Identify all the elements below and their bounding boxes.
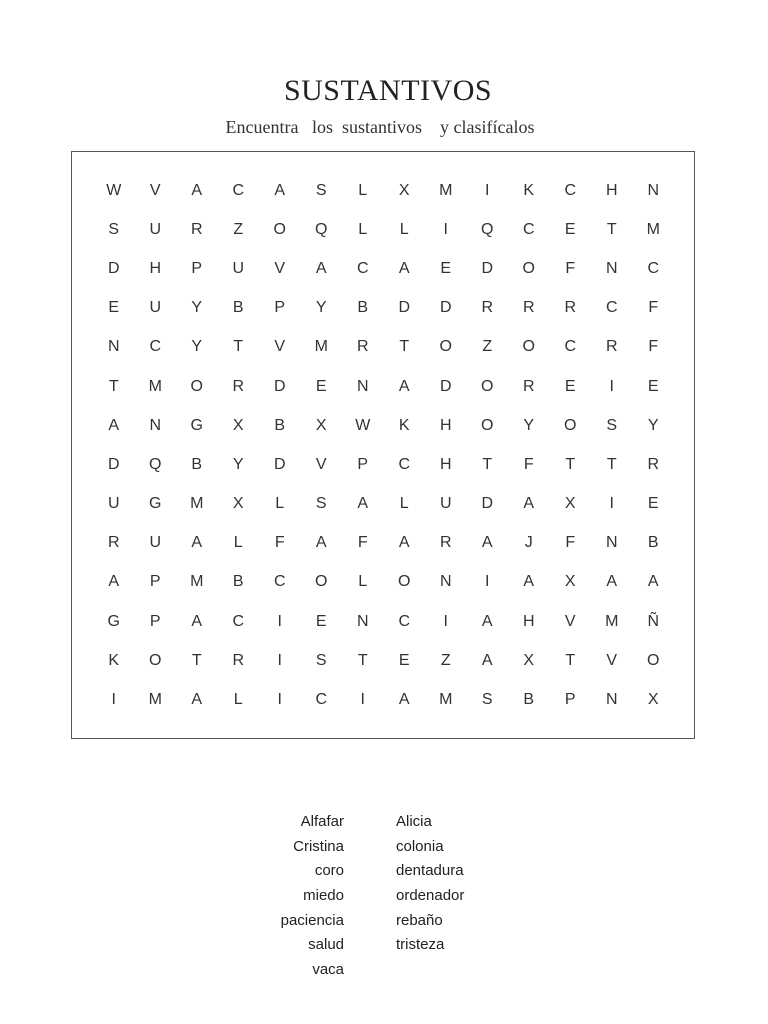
grid-letter[interactable]: O [522,259,535,277]
word-list-item: salud [308,936,344,954]
grid-letter[interactable]: H [439,416,452,434]
grid-letter[interactable]: F [648,338,659,356]
grid-letter[interactable]: L [358,573,368,591]
grid-letter[interactable]: M [605,612,619,630]
grid-letter[interactable]: H [605,181,618,199]
grid-letter[interactable]: P [149,612,161,630]
grid-letter[interactable]: P [149,573,161,591]
grid-letter[interactable]: D [273,377,286,395]
grid-letter[interactable]: O [647,651,660,669]
grid-letter[interactable]: S [315,651,327,669]
grid-letter[interactable]: A [523,495,535,513]
word-list-item: miedo [303,887,344,905]
grid-letter[interactable]: X [232,495,244,513]
grid-letter[interactable]: F [357,534,368,552]
grid-letter[interactable]: R [439,534,452,552]
word-list-item: colonia [396,837,444,855]
grid-letter[interactable]: M [314,338,328,356]
grid-letter[interactable]: R [564,299,577,317]
grid-letter[interactable]: Z [233,220,244,238]
grid-letter[interactable]: Q [315,220,328,238]
grid-letter[interactable]: R [522,377,535,395]
grid-letter[interactable]: F [274,534,285,552]
grid-letter[interactable]: Y [232,455,244,473]
grid-letter[interactable]: I [111,691,116,709]
grid-letter[interactable]: V [149,181,161,199]
grid-letter[interactable]: L [233,534,243,552]
grid-letter[interactable]: E [315,612,327,630]
grid-letter[interactable]: P [564,691,576,709]
grid-letter[interactable]: Y [315,299,327,317]
grid-letter[interactable]: Q [481,220,494,238]
grid-letter[interactable]: D [481,495,494,513]
grid-letter[interactable]: Q [149,455,162,473]
grid-letter[interactable]: T [191,651,202,669]
grid-letter[interactable]: P [357,455,369,473]
grid-letter[interactable]: E [108,299,120,317]
grid-letter[interactable]: Z [482,338,493,356]
grid-letter[interactable]: C [522,220,535,238]
grid-letter[interactable]: F [523,455,534,473]
grid-letter[interactable]: D [273,455,286,473]
grid-letter[interactable]: C [232,612,245,630]
grid-letter[interactable]: X [564,495,576,513]
grid-letter[interactable]: O [481,377,494,395]
grid-letter[interactable]: A [315,259,327,277]
word-list-item: Alfafar [300,813,344,830]
grid-letter[interactable]: O [522,338,535,356]
grid-letter[interactable]: N [605,691,618,709]
grid-letter[interactable]: Y [191,299,203,317]
word-list-item: tristeza [396,936,445,954]
grid-letter[interactable]: I [609,495,614,513]
grid-letter[interactable]: G [107,612,120,630]
word-search-grid [93,171,674,720]
grid-letter[interactable]: C [605,299,618,317]
grid-letter[interactable]: P [191,259,203,277]
grid-letter[interactable]: T [606,220,617,238]
grid-letter[interactable]: S [606,416,618,434]
grid-letter[interactable]: A [647,573,659,591]
grid-letter[interactable]: K [523,181,535,199]
grid-letter[interactable]: K [108,651,120,669]
grid-letter[interactable]: R [232,377,245,395]
grid-letter[interactable]: V [274,259,286,277]
grid-letter[interactable]: Y [191,338,203,356]
grid-letter[interactable]: T [606,455,617,473]
word-list-left-column [220,810,344,983]
word-list-right-column [396,810,536,958]
grid-letter[interactable]: D [481,259,494,277]
grid-letter[interactable]: A [481,651,493,669]
grid-letter[interactable]: J [524,534,533,552]
grid-letter[interactable]: R [107,534,120,552]
grid-letter[interactable]: A [606,573,618,591]
grid-letter[interactable]: N [149,416,162,434]
grid-letter[interactable]: E [647,495,659,513]
grid-letter[interactable]: L [399,495,409,513]
grid-letter[interactable]: E [315,377,327,395]
grid-letter[interactable]: Y [523,416,535,434]
grid-letter[interactable]: C [232,181,245,199]
grid-letter[interactable]: M [148,691,162,709]
grid-letter[interactable]: V [274,338,286,356]
grid-letter[interactable]: B [191,455,203,473]
grid-letter[interactable]: H [149,259,162,277]
grid-letter[interactable]: O [315,573,328,591]
grid-letter[interactable]: T [482,455,493,473]
grid-letter[interactable]: V [606,651,618,669]
grid-letter[interactable]: C [315,691,328,709]
grid-letter[interactable]: N [356,612,369,630]
grid-letter[interactable]: A [191,691,203,709]
word-list-item: dentadura [396,862,464,880]
grid-letter[interactable]: T [108,377,119,395]
grid-letter[interactable]: N [605,534,618,552]
grid-letter[interactable]: E [647,377,659,395]
grid-letter[interactable]: X [523,651,535,669]
grid-letter[interactable]: C [647,259,660,277]
grid-letter[interactable]: A [523,573,535,591]
grid-letter[interactable]: F [565,534,576,552]
grid-letter[interactable]: Y [647,416,659,434]
grid-letter[interactable]: A [481,612,493,630]
grid-letter[interactable]: U [149,534,162,552]
grid-letter[interactable]: L [358,181,368,199]
page-subtitle: Encuentra los sustantivos y clasifícalos [225,117,535,137]
grid-letter[interactable]: H [439,455,452,473]
grid-letter[interactable]: B [523,691,535,709]
grid-letter[interactable]: R [522,299,535,317]
grid-letter[interactable]: G [149,495,162,513]
grid-letter[interactable]: N [605,259,618,277]
grid-letter[interactable]: V [315,455,327,473]
grid-letter[interactable]: I [609,377,614,395]
grid-letter[interactable]: T [233,338,244,356]
grid-letter[interactable]: N [356,377,369,395]
grid-letter[interactable]: O [149,651,162,669]
grid-letter[interactable]: C [356,259,369,277]
grid-letter[interactable]: R [605,338,618,356]
word-list-item: Alicia [396,813,432,830]
grid-letter[interactable]: R [190,220,203,238]
grid-letter[interactable]: A [398,377,410,395]
grid-letter[interactable]: T [357,651,368,669]
grid-letter[interactable]: C [149,338,162,356]
grid-letter[interactable]: A [108,573,120,591]
grid-letter[interactable]: D [439,377,452,395]
grid-letter[interactable]: X [647,691,659,709]
grid-letter[interactable]: S [108,220,120,238]
grid-letter[interactable]: F [565,259,576,277]
grid-letter[interactable]: A [481,534,493,552]
grid-letter[interactable]: W [355,416,371,434]
grid-letter[interactable]: B [274,416,286,434]
grid-letter[interactable]: B [232,573,244,591]
grid-letter[interactable]: O [564,416,577,434]
grid-letter[interactable]: Z [440,651,451,669]
grid-letter[interactable]: B [647,534,659,552]
grid-letter[interactable]: X [564,573,576,591]
grid-letter[interactable]: L [399,220,409,238]
grid-letter[interactable]: R [232,651,245,669]
word-list-item: rebaño [396,911,443,929]
grid-letter[interactable]: I [360,691,365,709]
grid-letter[interactable]: I [443,612,448,630]
grid-letter[interactable]: O [190,377,203,395]
grid-letter[interactable]: D [107,259,120,277]
grid-letter[interactable]: E [398,651,410,669]
grid-letter[interactable]: R [481,299,494,317]
grid-letter[interactable]: M [148,377,162,395]
grid-letter[interactable]: U [232,259,245,277]
grid-letter[interactable]: G [190,416,203,434]
grid-letter[interactable]: A [398,259,410,277]
grid-letter[interactable]: O [481,416,494,434]
grid-letter[interactable]: A [191,181,203,199]
grid-letter[interactable]: A [191,534,203,552]
word-list-item: ordenador [396,887,465,905]
grid-letter[interactable]: U [149,220,162,238]
grid-letter[interactable]: P [274,299,286,317]
grid-letter[interactable]: Ñ [647,612,660,630]
grid-letter[interactable]: A [108,416,120,434]
grid-letter[interactable]: U [107,495,120,513]
grid-letter[interactable]: B [357,299,369,317]
word-list-item: coro [314,862,344,880]
grid-letter[interactable]: W [106,181,122,199]
grid-letter[interactable]: C [398,612,411,630]
grid-letter[interactable]: R [647,455,660,473]
grid-letter[interactable]: E [564,220,576,238]
word-list-item: vaca [312,961,344,979]
grid-letter[interactable]: X [315,416,327,434]
grid-letter[interactable]: D [398,299,411,317]
grid-letter[interactable]: N [647,181,660,199]
grid-letter[interactable]: I [485,181,490,199]
grid-letter[interactable]: M [439,181,453,199]
grid-letter[interactable]: M [190,573,204,591]
grid-letter[interactable]: X [398,181,410,199]
grid-letter[interactable]: R [356,338,369,356]
grid-letter[interactable]: O [398,573,411,591]
grid-letter[interactable]: S [481,691,493,709]
grid-letter[interactable]: C [273,573,286,591]
grid-letter[interactable]: L [275,495,285,513]
grid-letter[interactable]: X [232,416,244,434]
word-list-item: paciencia [280,911,344,929]
grid-letter[interactable]: T [565,455,576,473]
grid-letter[interactable]: D [107,455,120,473]
grid-letter[interactable]: F [648,299,659,317]
grid-letter[interactable]: T [565,651,576,669]
grid-letter[interactable]: A [398,534,410,552]
grid-letter[interactable]: I [277,651,282,669]
grid-letter[interactable]: B [232,299,244,317]
grid-letter[interactable]: C [564,338,577,356]
grid-letter[interactable]: E [564,377,576,395]
grid-letter[interactable]: N [439,573,452,591]
grid-letter[interactable]: E [440,259,452,277]
grid-letter[interactable]: O [273,220,286,238]
grid-letter[interactable]: A [315,534,327,552]
grid-letter[interactable]: L [358,220,368,238]
grid-letter[interactable]: A [274,181,286,199]
grid-letter[interactable]: S [315,495,327,513]
grid-letter[interactable]: C [398,455,411,473]
grid-letter[interactable]: V [564,612,576,630]
grid-letter[interactable]: I [485,573,490,591]
grid-letter[interactable]: A [357,495,369,513]
grid-letter[interactable]: I [443,220,448,238]
grid-letter[interactable]: T [399,338,410,356]
page-title: SUSTANTIVOS [283,74,493,107]
grid-letter[interactable]: M [646,220,660,238]
grid-letter[interactable]: N [107,338,120,356]
grid-letter[interactable]: S [315,181,327,199]
grid-letter[interactable]: A [398,691,410,709]
grid-letter[interactable]: O [439,338,452,356]
grid-letter[interactable]: I [277,612,282,630]
grid-letter[interactable]: C [564,181,577,199]
grid-letter[interactable]: H [522,612,535,630]
grid-letter[interactable]: M [439,691,453,709]
word-list-item: Cristina [293,837,344,855]
grid-letter[interactable]: D [439,299,452,317]
grid-letter[interactable]: A [191,612,203,630]
grid-letter[interactable]: M [190,495,204,513]
grid-letter[interactable]: I [277,691,282,709]
grid-letter[interactable]: K [398,416,410,434]
grid-letter[interactable]: U [439,495,452,513]
grid-letter[interactable]: U [149,299,162,317]
grid-letter[interactable]: L [233,691,243,709]
